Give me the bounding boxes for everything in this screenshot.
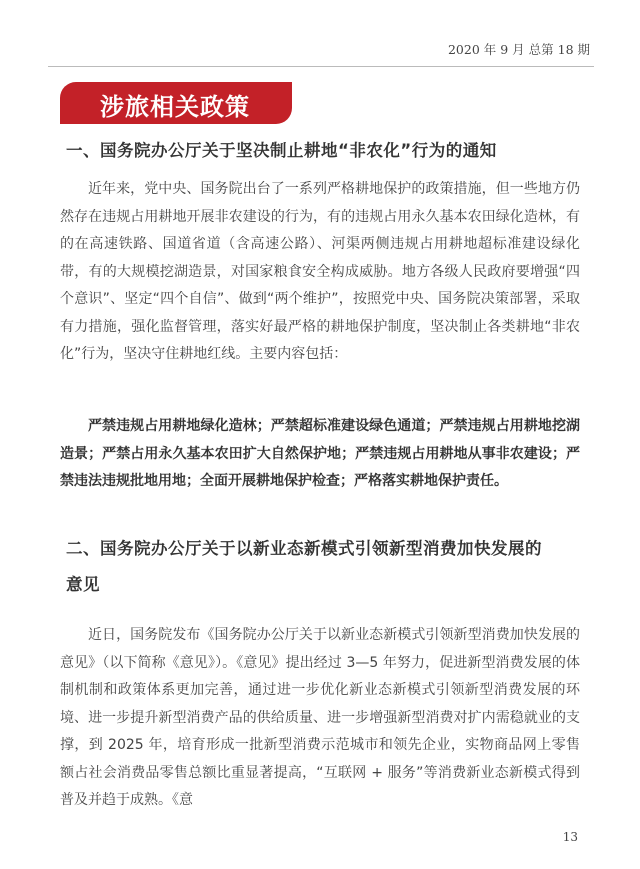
- header-divider: [48, 66, 594, 67]
- item2-heading-line2: 意见: [66, 575, 100, 594]
- issue-info: 2020 年 9 月 总第 18 期: [447, 42, 590, 57]
- item2-heading-line1: 二、国务院办公厅关于以新业态新模式引领新型消费加快发展的: [66, 539, 542, 558]
- item1-heading: 一、国务院办公厅关于坚决制止耕地“非农化”行为的通知: [66, 141, 497, 160]
- section-banner: [60, 82, 292, 124]
- page-number: 13: [562, 830, 578, 844]
- item1-paragraph: 近年来，党中央、国务院出台了一系列严格耕地保护的政策措施，但一些地方仍然存在违规占用耕地开展非农建设的行为，有的违规占用永久基本农田绿化造林，有的在高速铁路、国道省道（含高速公路）、河渠两侧违规占用耕地超标准建设绿化带，有的大规模挖湖造景，对国家粮食安全构成威胁。地方各级人民政府要增强“四个意识”、坚定“四个自信”、做到“两个维护”，按照党中央、国务院决策部署，采取有力措施，强化监督管理，落实好最严格的耕地保护制度，坚决制止各类耕地“非农化”行为，坚决守住耕地红线。主要内容包括：: [60, 181, 580, 362]
- item2-paragraph: 近日，国务院发布《国务院办公厅关于以新业态新模式引领新型消费加快发展的意见》（以下简称《意见》）。《意见》提出经过 3—5 年努力，促进新型消费发展的体制机制和政策体系更加完善，通过进一步优化新业态新模式引领新型消费发展的环境、进一步提升新型消费产品的供给质量、进一步增强新型消费对扩内需稳就业的支撑，到 2025 年，培育形成一批新型消费示范城市和领先企业，实物商品网上零售额占社会消费品零售总额比重显著提高，“互联网 + 服务”等消费新业态新模式得到普及并趋于成熟。《意: [60, 627, 580, 808]
- item1-key-points: 严禁违规占用耕地绿化造林；严禁超标准建设绿色通道；严禁违规占用耕地挖湖造景；严禁占用永久基本农田扩大自然保护地；严禁违规占用耕地从事非农建设；严禁违法违规批地用地；全面开展耕地保护检查；严格落实耕地保护责任。: [60, 418, 580, 489]
- section-title: 涉旅相关政策: [100, 93, 250, 121]
